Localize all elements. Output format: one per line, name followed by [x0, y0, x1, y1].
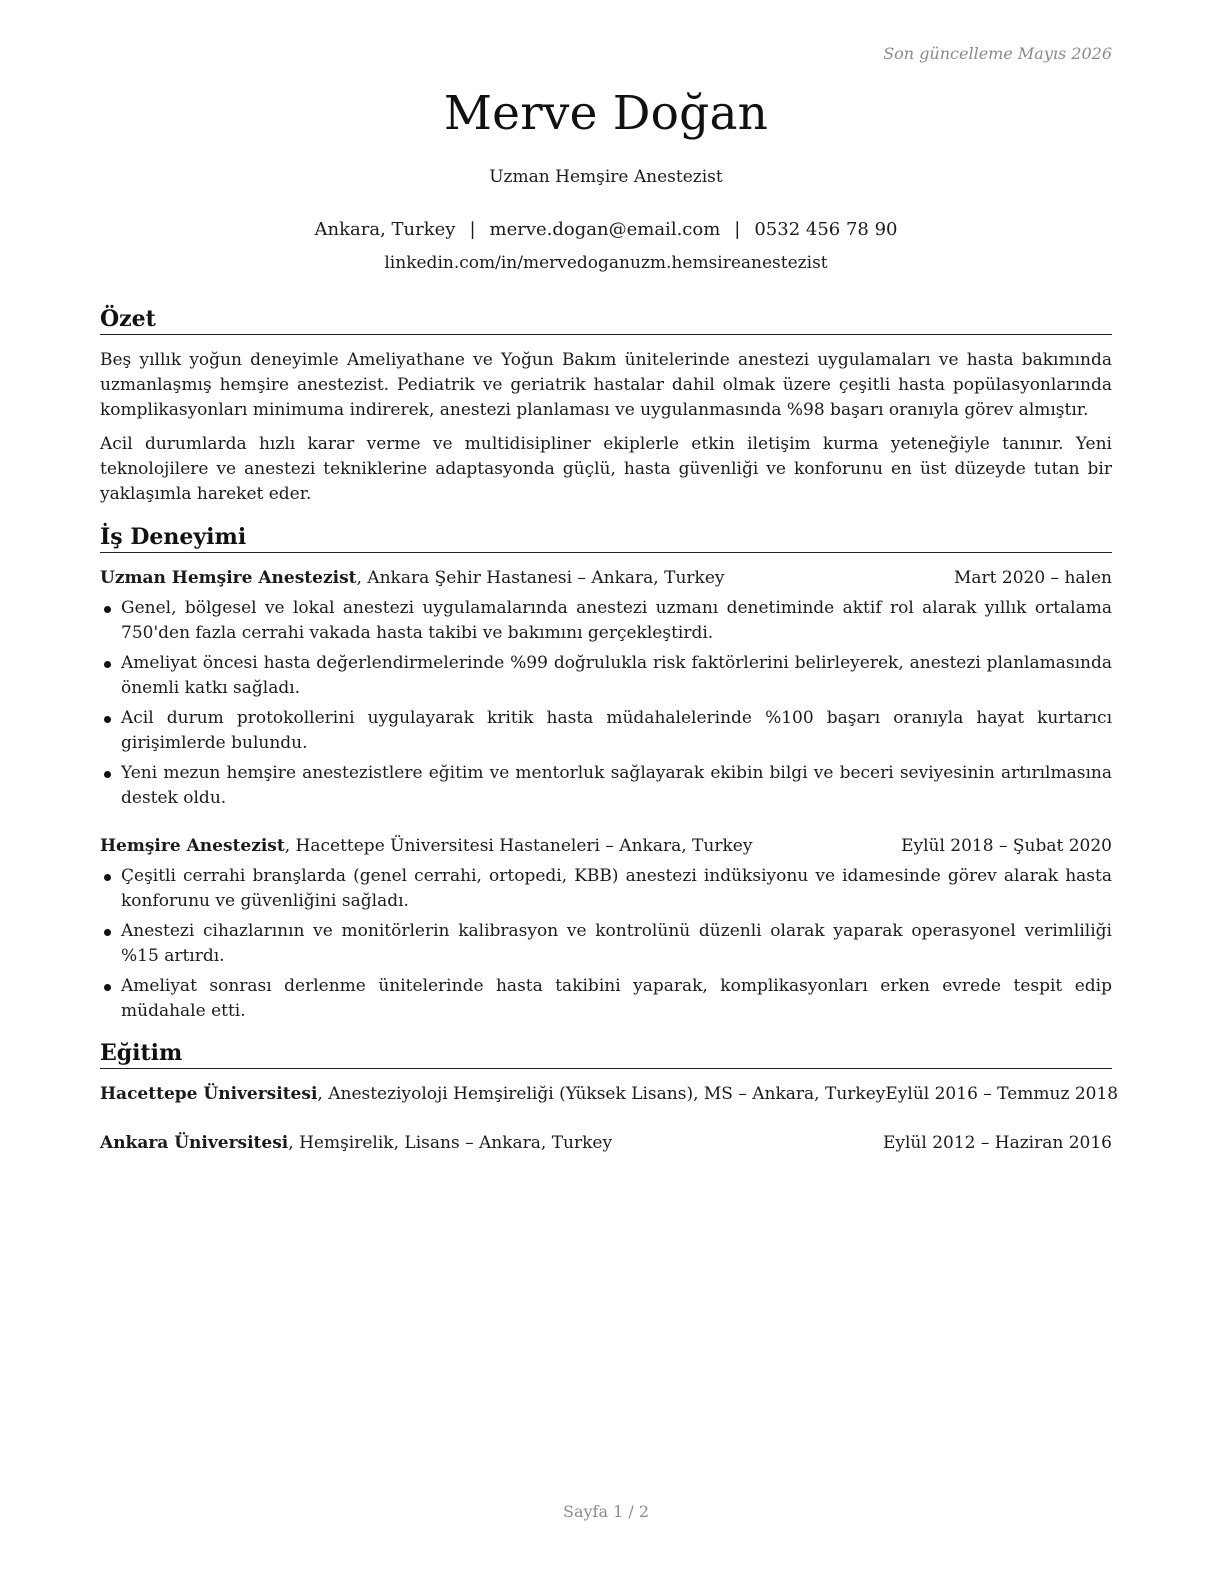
job-dates: Mart 2020 – halen [953, 568, 1112, 588]
separator: | [734, 219, 741, 240]
phone: 0532 456 78 90 [754, 219, 898, 240]
email-link[interactable]: merve.dogan@email.com [489, 219, 721, 240]
summary-paragraph: Acil durumlarda hızlı karar verme ve multidisipliner ekiplerle etkin iletişim kurma yeteneğiyle tanınır. Yeni teknolojilere ve anestezi tekniklerine adaptasyonda güçlü, hasta güvenliği ve konforunu en üst düzeyde tutan bir yaklaşımla hareket eder. [100, 434, 1112, 504]
school-name: Ankara Üniversitesi [100, 1133, 289, 1153]
job-role: Uzman Hemşire Anestezist [100, 568, 357, 588]
bullet-icon [104, 661, 111, 668]
linkedin-link[interactable]: linkedin.com/in/mervedoganuzm.hemsireanestezist [384, 253, 828, 273]
resume-page [100, 0, 1119, 1584]
education-entry [100, 1082, 1119, 1107]
school-degree [100, 1131, 612, 1156]
education-entry [100, 1131, 1112, 1156]
job-details: , Ankara Şehir Hastanesi – Ankara, Turkey [356, 568, 725, 588]
list-item: Ameliyat sonrası derlenme ünitelerinde hasta takibini yaparak, komplikasyonları erken evrede tespit edip müdahale etti. [100, 974, 1112, 1024]
list-item: Acil durum protokollerini uygulayarak kritik hasta müdahalelerinde %100 başarı oranıyla hayat kurtarıcı girişimlerde bulundu. [100, 706, 1112, 756]
location: Ankara, Turkey [314, 219, 456, 240]
summary-paragraph: Beş yıllık yoğun deneyimle Ameliyathane ve Yoğun Bakım ünitelerinde anestezi uygulamaları ve hasta bakımında uzmanlaşmış hemşire anestezist. Pediatrik ve geriatrik hastalar dahil olmak üzere çeşitli hasta popülasyonlarında komplikasyonları minimuma indirerek, anestezi planlaması ve uygulanmasında %98 başarı oranıyla görev almıştır. [100, 350, 1112, 420]
job-entry-header [100, 834, 1112, 859]
candidate-name: Merve Doğan [443, 86, 769, 141]
list-item: Çeşitli cerrahi branşlarda (genel cerrahi, ortopedi, KBB) anestezi indüksiyonu ve idamesinde görev alarak hasta konforunu ve güvenliğini sağladı. [100, 864, 1112, 914]
school-name: Hacettepe Üniversitesi [100, 1084, 318, 1104]
bullet-icon [104, 929, 111, 936]
list-item: Yeni mezun hemşire anestezistlere eğitim ve mentorluk sağlayarak ekibin bilgi ve beceri seviyesinin artırılmasına destek oldu. [100, 761, 1112, 811]
bullet-icon [104, 874, 111, 881]
degree-details: , Anesteziyoloji Hemşireliği (Yüksek Lisans), MS – Ankara, Turkey [317, 1084, 886, 1104]
page-number: Sayfa 1 / 2 [562, 1502, 649, 1521]
education-heading: Eğitim [100, 1039, 1112, 1069]
job-role: Hemşire Anestezist [100, 836, 285, 856]
job-title-company [100, 566, 725, 591]
summary-heading: Özet [100, 305, 1112, 335]
job-entry-header [100, 566, 1112, 591]
degree-details: , Hemşirelik, Lisans – Ankara, Turkey [288, 1133, 613, 1153]
education-dates: Eylül 2016 – Temmuz 2018 [885, 1084, 1119, 1104]
contact-line [100, 219, 1112, 240]
bullet-icon [104, 771, 111, 778]
bullet-icon [104, 984, 111, 991]
bullet-icon [104, 716, 111, 723]
job-dates: Eylül 2018 – Şubat 2020 [901, 836, 1112, 856]
last-updated: Son güncelleme Mayıs 2026 [883, 44, 1112, 63]
separator: | [469, 219, 476, 240]
experience-heading: İş Deneyimi [100, 523, 1112, 553]
education-dates: Eylül 2012 – Haziran 2016 [882, 1133, 1112, 1153]
bullet-icon [104, 606, 111, 613]
candidate-title: Uzman Hemşire Anestezist [489, 167, 723, 187]
job-bullets [100, 596, 1112, 816]
job-details: , Hacettepe Üniversitesi Hastaneleri – Ankara, Turkey [284, 836, 753, 856]
list-item: Ameliyat öncesi hasta değerlendirmelerinde %99 doğrulukla risk faktörlerini belirleyerek, anestezi planlamasında önemli katkı sağladı. [100, 651, 1112, 701]
job-bullets [100, 864, 1112, 1029]
list-item: Genel, bölgesel ve lokal anestezi uygulamalarında anestezi uzmanı denetiminde aktif rol alarak yıllık ortalama 750'den fazla cerrahi vakada hasta takibi ve bakımını gerçekleştirdi. [100, 596, 1112, 646]
list-item: Anestezi cihazlarının ve monitörlerin kalibrasyon ve kontrolünü düzenli olarak yaparak operasyonel verimliliği %15 artırdı. [100, 919, 1112, 969]
school-degree [100, 1082, 885, 1107]
job-title-company [100, 834, 752, 859]
